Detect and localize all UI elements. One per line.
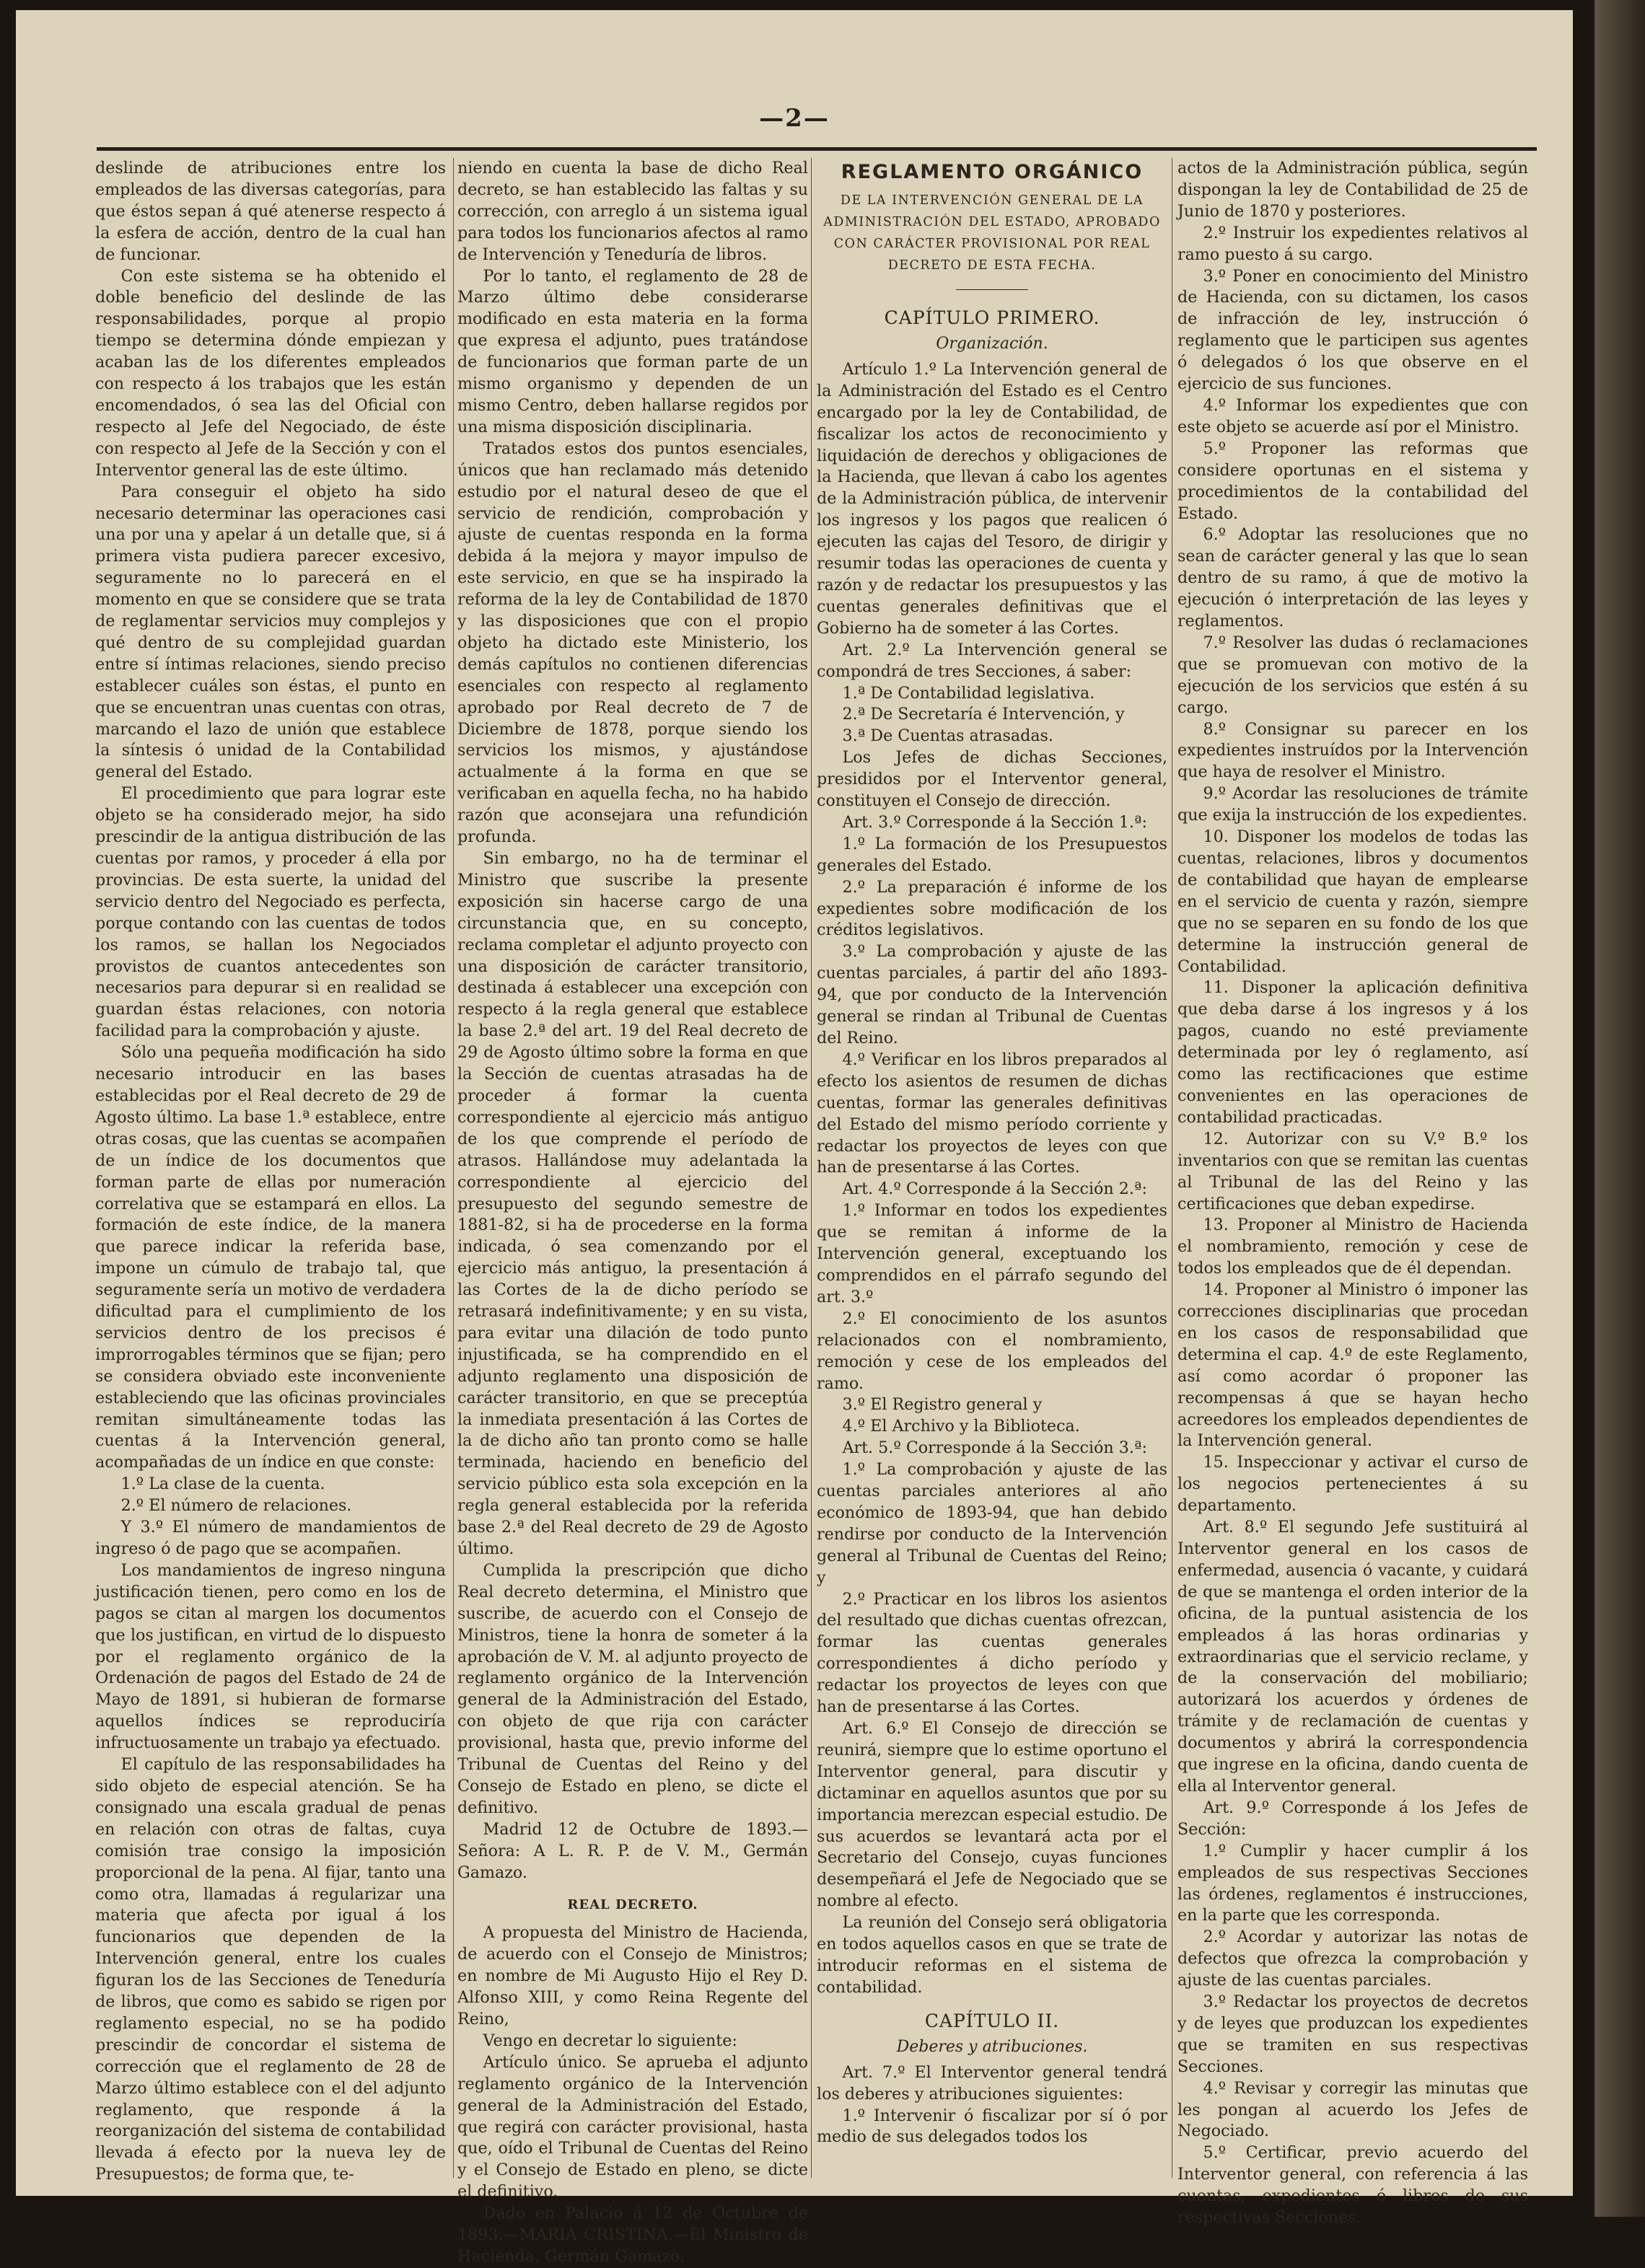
paragraph: El capítulo de las responsabilidades ha sido objeto de especial atención. Se ha consignado una escala gradual de penas en relación con otras de faltas, cuya comisión trae consigo la imposición proporcional de la pena. Al fijar, tanto una como otra, llamadas á regularizar una materia que afecta por igual á los funcionarios que dependen de la Intervención general, entre los cuales figuran los de las Secciones de Teneduría de libros, que como es sabido se rigen por reglamento especial, no se ha podido prescindir de concordar el sistema de corrección que el reglamento de 28 de Marzo último establece con el del adjunto reglamento, que responde á la reorganización del sistema de contabilidad llevada á efecto por la nueva ley de Presupuestos; de forma que, te- xyxy=(95,1755,446,2184)
section-heading: Deberes y atribuciones. xyxy=(896,2037,1088,2056)
paragraph: 2.º La preparación é informe de los expedientes sobre modificación de los créditos legislativos. xyxy=(817,877,1167,940)
paragraph: Para conseguir el objeto ha sido necesario determinar las operaciones casi una por una y apelar á un detalle que, si á primera vista pudiera parecer excesivo, seguramente no lo parecerá en el momento en que se considere que se trata de reglamentar servicios muy complejos y qué dentro de su complejidad guardan entre sí íntimas relaciones, siendo preciso establecer cuáles son éstas, el punto en que se encuentran unas cuentas con otras, marcando el lazo de unión que establece la síntesis ó unidad de la Contabilidad general del Estado. xyxy=(95,482,446,782)
real-decreto-heading: REAL DECRETO. xyxy=(567,1896,698,1912)
paragraph: 11. Disponer la aplicación definitiva que deba darse á los ingresos y á los pagos, cuando no esté previamente determinada por ley ó reglamento, así como las rectificaciones que estime convenientes en las operaciones de contabilidad practicadas. xyxy=(1177,978,1528,1127)
paragraph: 3.º Redactar los proyectos de decretos y de leyes que produzcan los expedientes que se tramiten en sus respectivas Secciones. xyxy=(1177,1992,1528,2076)
paragraph: Art. 2.º La Intervención general se compondrá de tres Secciones, á saber: xyxy=(817,640,1167,681)
paragraph: 2.ª De Secretaría é Intervención, y xyxy=(842,705,1125,724)
paragraph: 13. Proponer al Ministro de Hacienda el nombramiento, remoción y cese de todos los empleados que de él dependan. xyxy=(1177,1216,1528,1278)
paragraph: Artículo único. Se aprueba el adjunto reglamento orgánico de la Intervención general de la Administración del Estado, que regirá con carácter provisional, hasta que, oído el Tribunal de Cuentas del Reino y el Consejo de Estado en pleno, se dicte el definitivo. xyxy=(457,2052,808,2202)
book-spine-edge xyxy=(1594,0,1645,2217)
paragraph: 6.º Adoptar las resoluciones que no sean de carácter general y las que lo sean dentro de su ramo, á que de motivo la ejecución ó interpretación de las leyes y reglamentos. xyxy=(1177,525,1528,631)
paragraph: 1.º La comprobación y ajuste de las cuentas parciales anteriores al año económico de 1893-94, que han debido rendirse por conducto de la Intervención general al Tribunal de Cuentas del Reino; y xyxy=(817,1460,1167,1587)
reglamento-subtitle: DE LA INTERVENCIÓN GENERAL DE LA ADMINISTRACIÓN DEL ESTADO, APROBADO CON CARÁCTER PROVISIONAL POR REAL DECRETO DE ESTA FECHA. xyxy=(823,193,1161,273)
paragraph: 5.º Proponer las reformas que considere oportunas en el sistema y procedimientos de la contabilidad del Estado. xyxy=(1177,439,1528,523)
paragraph: 1.º La formación de los Presupuestos generales del Estado. xyxy=(817,834,1167,875)
paragraph: 4.º Verificar en los libros preparados al efecto los asientos de resumen de dichas cuentas, formar las generales definitivas del Estado del mismo período corriente y redactar los proyectos de leyes con que han de presentarse á las Cortes. xyxy=(817,1050,1167,1177)
paragraph: Y 3.º El número de mandamientos de ingreso ó de pago que se acompañen. xyxy=(95,1518,446,1558)
paragraph: Art. 9.º Corresponde á los Jefes de Sección: xyxy=(1177,1798,1528,1839)
paragraph: Por lo tanto, el reglamento de 28 de Marzo último debe considerarse modificado en esta materia en la forma que expresa el adjunto, pues tratándose de funcionarios que forman parte de un mismo organismo y dependen de un mismo Centro, deben hallarse regidos por una misma disposición disciplinaria. xyxy=(457,266,808,436)
paragraph: 15. Inspeccionar y activar el curso de los negocios pertenecientes á su departamento. xyxy=(1177,1453,1528,1516)
paragraph: Art. 8.º El segundo Jefe sustituirá al Interventor general en los casos de enfermedad, ausencia ó vacante, y cuidará de que se mantenga el orden interior de la oficina, de la puntual asistencia de los empleados á las horas ordinarias y extraordinarias que el servicio reclame, y de la conservación del mobiliario; autorizará los acuerdos y órdenes de trámite y de reclamación de cuentas y documentos y abrirá la correspondencia que ingrese en la oficina, dando cuenta de ella al Interventor general. xyxy=(1177,1518,1528,1796)
paragraph: Los Jefes de dichas Secciones, presididos por el Interventor general, constituyen el Consejo de dirección. xyxy=(817,748,1167,811)
paragraph: 1.º Cumplir y hacer cumplir á los empleados de sus respectivas Secciones las órdenes, reglamentos é instrucciones, en la parte que les corresponda. xyxy=(1177,1841,1528,1925)
paragraph: La reunión del Consejo será obligatoria en todos aquellos casos en que se trate de introducir reformas en el sistema de contabilidad. xyxy=(817,1913,1167,1997)
newspaper-page xyxy=(16,10,1573,2266)
paragraph: 3.ª De Cuentas atrasadas. xyxy=(842,726,1053,746)
paragraph: Art. 5.º Corresponde á la Sección 3.ª: xyxy=(842,1438,1147,1458)
paragraph: 10. Disponer los modelos de todas las cuentas, relaciones, libros y documentos de contabilidad que hayan de emplearse en el servicio de cuenta y razón, siempre que no se separen en su fondo de los que determine la instrucción general de Contabilidad. xyxy=(1177,827,1528,976)
paragraph: Art. 3.º Corresponde á la Sección 1.ª: xyxy=(842,812,1147,832)
paragraph: 4.º El Archivo y la Biblioteca. xyxy=(842,1417,1080,1436)
column-3 xyxy=(817,158,1167,2185)
paragraph: Sin embargo, no ha de terminar el Ministro que suscribe la presente exposición sin hacerse cargo de una circunstancia que, en su concepto, reclama completar el adjunto proyecto con una disposición de carácter transitorio, destinada á establecer una excepción con respecto á la regla general que establece la base 2.ª del art. 19 del Real decreto de 29 de Agosto último sobre la forma en que la Sección de cuentas atrasadas ha de proceder á formar la cuenta correspondiente al ejercicio más antiguo de los que comprende el período de atrasos. Hallándose muy adelantada la correspondiente al ejercicio del presupuesto del segundo semestre de 1881-82, si ha de procederse en la forma indicada, ó sea comenzando por el ejercicio más antiguo, la presentación á las Cortes de la de dicho período se retrasará indefinitivamente; y en su vista, para evitar una dilación de todo punto injustificada, se ha comprendido en el adjunto reglamento una disposición de carácter transitorio, en que se preceptúa la inmediata presentación á las Cortes de la de dicho año tan pronto como se halle terminada, haciendo en beneficio del servicio público esta sola excepción en la regla general establecida por la referida base 2.ª del Real decreto de 29 de Agosto último. xyxy=(457,849,808,1558)
chapter-heading: CAPÍTULO PRIMERO. xyxy=(884,307,1100,328)
paragraph: actos de la Administración pública, según dispongan la ley de Contabilidad de 25 de Junio de 1870 y posteriores. xyxy=(1177,159,1528,221)
column-1 xyxy=(95,158,446,2185)
column-divider xyxy=(453,158,454,2178)
paragraph: Dado en Palacio á 12 de Octubre de 1893.—MARIA CRISTINA.—El Ministro de Hacienda, Germán Gamazo. xyxy=(457,2204,808,2266)
paragraph: A propuesta del Ministro de Hacienda, de acuerdo con el Consejo de Ministros; en nombre de Mi Augusto Hijo el Rey D. Alfonso XIII, y como Reina Regente del Reino, xyxy=(457,1923,808,2029)
paragraph: 14. Proponer al Ministro ó imponer las correcciones disciplinarias que procedan en los casos de responsabilidad que determina el cap. 4.º de este Reglamento, así como acordar ó proponer las recompensas á que se hayan hecho acreedores los empleados dependientes de la Intervención general. xyxy=(1177,1280,1528,1451)
paragraph: Cumplida la prescripción que dicho Real decreto determina, el Ministro que suscribe, de acuerdo con el Consejo de Ministros, tiene la honra de someter á la aprobación de V. M. al adjunto proyecto de reglamento orgánico de la Intervención general de la Administración del Estado, con objeto de que rija con carácter provisional, hasta que, previo informe del Tribunal de Cuentas del Reino y del Consejo de Estado en pleno, se dicte el definitivo. xyxy=(457,1560,808,1817)
column-4 xyxy=(1177,158,1528,2228)
column-divider xyxy=(811,158,812,2178)
paragraph: 3.º El Registro general y xyxy=(842,1395,1043,1415)
paragraph: Tratados estos dos puntos esenciales, únicos que han reclamado más detenido estudio por el natural deseo de que el servicio de rendición, comprobación y ajuste de cuentas responda en la forma debida á la mejora y mayor impulso de este servicio, en que se ha inspirado la reforma de la ley de Contabilidad de 1870 y las disposiciones que con el propio objeto ha dictado este Ministerio, los demás capítulos no contienen diferencias esenciales con respecto al reglamento aprobado por Real decreto de 7 de Diciembre de 1878, porque siendo los servicios los mismos, y ajustándose actualmente á la forma en que se verificaban en aquella fecha, no ha habido razón que aconsejara una refundición profunda. xyxy=(457,439,808,847)
paragraph: Artículo 1.º La Intervención general de la Administración del Estado es el Centro encargado por la ley de Contabilidad, de fiscalizar los actos de reconocimiento y liquidación de derechos y obligaciones de la Hacienda, que llevan á cabo los agentes de la Administración pública, de intervenir los ingresos y los pagos que realicen ó ejecuten las cajas del Tesoro, de dirigir y resumir todas las operaciones de cuenta y razón y de redactar los presupuestos y las cuentas generales definitivas que el Gobierno ha de someter á las Cortes. xyxy=(817,359,1167,638)
paragraph: niendo en cuenta la base de dicho Real decreto, se han establecido las faltas y su corrección, con arreglo á un sistema igual para todos los funcionarios afectos al ramo de Intervención y Teneduría de libros. xyxy=(457,159,808,264)
paragraph: 4.º Revisar y corregir las minutas que les pongan al acuerdo los Jefes de Negociado. xyxy=(1177,2078,1528,2141)
paragraph: 2.º El conocimiento de los asuntos relacionados con el nombramiento, remoción y cese de los empleados del ramo. xyxy=(817,1309,1167,1393)
paragraph: 12. Autorizar con su V.º B.º los inventarios con que se remitan las cuentas al Tribunal de las del Reino y las certificaciones que deban expedirse. xyxy=(1177,1129,1528,1213)
paragraph: 5.º Certificar, previo acuerdo del Interventor general, con referencia á las cuentas, expedientes ó libros de sus respectivas Secciones. xyxy=(1177,2143,1528,2228)
paragraph: 3.º Poner en conocimiento del Ministro de Hacienda, con su dictamen, los casos de infracción de ley, instrucción ó reglamento que le participen sus agentes ó delegados ó los que observe en el ejercicio de sus funciones. xyxy=(1177,266,1528,394)
paragraph: 2.º Instruir los expedientes relativos al ramo puesto á su cargo. xyxy=(1177,223,1528,264)
page-number: —2— xyxy=(759,104,830,133)
paragraph: Madrid 12 de Octubre de 1893.—Señora: A L. R. P. de V. M., Germán Gamazo. xyxy=(457,1819,808,1882)
column-2 xyxy=(457,158,808,2266)
paragraph: Art. 6.º El Consejo de dirección se reunirá, siempre que lo estime oportuno el Interventor general, para discutir y dictaminar en aquellos asuntos que por su importancia merezcan especial estudio. De sus acuerdos se levantará acta por el Secretario del Consejo, cuyas funciones desempeñará el Jefe de Negociado que se nombre al efecto. xyxy=(817,1719,1167,1911)
header-rule xyxy=(97,147,1537,151)
paragraph: Con este sistema se ha obtenido el doble beneficio del deslinde de las responsabilidades, porque al propio tiempo se determina dónde empiezan y acaban las de los diferentes empleados con respecto á los trabajos que les están encomendados, ó sea las del Oficial con respecto al Jefe del Negociado, de éste con respecto al Jefe de la Sección y con el Interventor general las de este último. xyxy=(95,266,446,480)
paragraph: 1.ª De Contabilidad legislativa. xyxy=(842,683,1095,703)
paragraph: Sólo una pequeña modificación ha sido necesario introducir en las bases establecidas por el Real decreto de 29 de Agosto último. La base 1.ª establece, entre otras cosas, que las cuentas se acompañen de un índice de los documentos que forman parte de ellas por numeración correlativa que se estampará en ellos. La formación de este índice, de la manera que parece indicar la referida base, impone un cúmulo de trabajo tal, que seguramente sería un motivo de verdadera dificultad para el cumplimiento de los servicios dentro de los precisos é improrrogables términos que se fijan; pero se considera obviado este inconveniente estableciendo que las oficinas provinciales remitan simultáneamente todas las cuentas á la Intervención general, acompañadas de un índice en que conste: xyxy=(95,1043,446,1472)
paragraph: 7.º Resolver las dudas ó reclamaciones que se promuevan con motivo de la ejecución de los servicios que estén á su cargo. xyxy=(1177,633,1528,717)
paragraph: Vengo en decretar lo siguiente: xyxy=(483,2031,737,2050)
paragraph: 1.º Intervenir ó fiscalizar por sí ó por medio de sus delegados todos los xyxy=(817,2106,1167,2147)
paragraph: 9.º Acordar las resoluciones de trámite que exija la instrucción de los expedientes. xyxy=(1177,784,1528,825)
paragraph: Art. 4.º Corresponde á la Sección 2.ª: xyxy=(842,1179,1147,1199)
paragraph: El procedimiento que para lograr este objeto se ha considerado mejor, ha sido prescindir de la antigua distribución de las cuentas por ramos, y proceder á ella por provincias. De esta suerte, la unidad del servicio dentro del Negociado es perfecta, porque contando con las cuentas de todos los ramos, se hallan los Negociados provistos de cuantos antecedentes son necesarios para depurar si en realidad se guardan éstas relaciones, con notoria facilidad para la comprobación y ajuste. xyxy=(95,784,446,1041)
paragraph: 4.º Informar los expedientes que con este objeto se acuerde así por el Ministro. xyxy=(1177,395,1528,436)
paragraph: deslinde de atribuciones entre los empleados de las diversas categorías, para que éstos sepan á qué atenerse respecto á la esfera de acción, dentro de la cual han de funcionar. xyxy=(95,159,446,264)
paragraph: 1.º Informar en todos los expedientes que se remitan á informe de la Intervención general, exceptuando los comprendidos en el párrafo segundo del art. 3.º xyxy=(817,1201,1167,1306)
reglamento-title: REGLAMENTO ORGÁNICO xyxy=(841,161,1144,183)
paragraph: 8.º Consignar su parecer en los expedientes instruídos por la Intervención que haya de resolver el Ministro. xyxy=(1177,719,1528,782)
paragraph: 1.º La clase de la cuenta. xyxy=(120,1474,325,1494)
paragraph: 2.º El número de relaciones. xyxy=(120,1496,352,1516)
section-heading: Organización. xyxy=(936,335,1048,353)
paragraph: Art. 7.º El Interventor general tendrá los deberes y atribuciones siguientes: xyxy=(817,2062,1167,2104)
divider xyxy=(956,289,1028,290)
paragraph: 2.º Practicar en los libros los asientos del resultado que dichas cuentas ofrezcan, formar las cuentas generales correspondientes á dicho período y redactar los proyectos de leyes con que han de presentarse á las Cortes. xyxy=(817,1589,1167,1717)
paragraph: 3.º La comprobación y ajuste de las cuentas parciales, á partir del año 1893-94, que por conducto de la Intervención general se rindan al Tribunal de Cuentas del Reino. xyxy=(817,942,1167,1047)
paragraph: Los mandamientos de ingreso ninguna justificación tienen, pero como en los de pagos se citan al margen los documentos que los justifican, en virtud de lo dispuesto por el reglamento orgánico de la Ordenación de pagos del Estado de 24 de Mayo de 1891, si hubieran de formarse aquellos índices se reproduciría infructuosamente un trabajo ya efectuado. xyxy=(95,1560,446,1753)
paragraph: 2.º Acordar y autorizar las notas de defectos que ofrezca la comprobación y ajuste de las cuentas parciales. xyxy=(1177,1928,1528,1990)
chapter-heading: CAPÍTULO II. xyxy=(924,2010,1060,2031)
